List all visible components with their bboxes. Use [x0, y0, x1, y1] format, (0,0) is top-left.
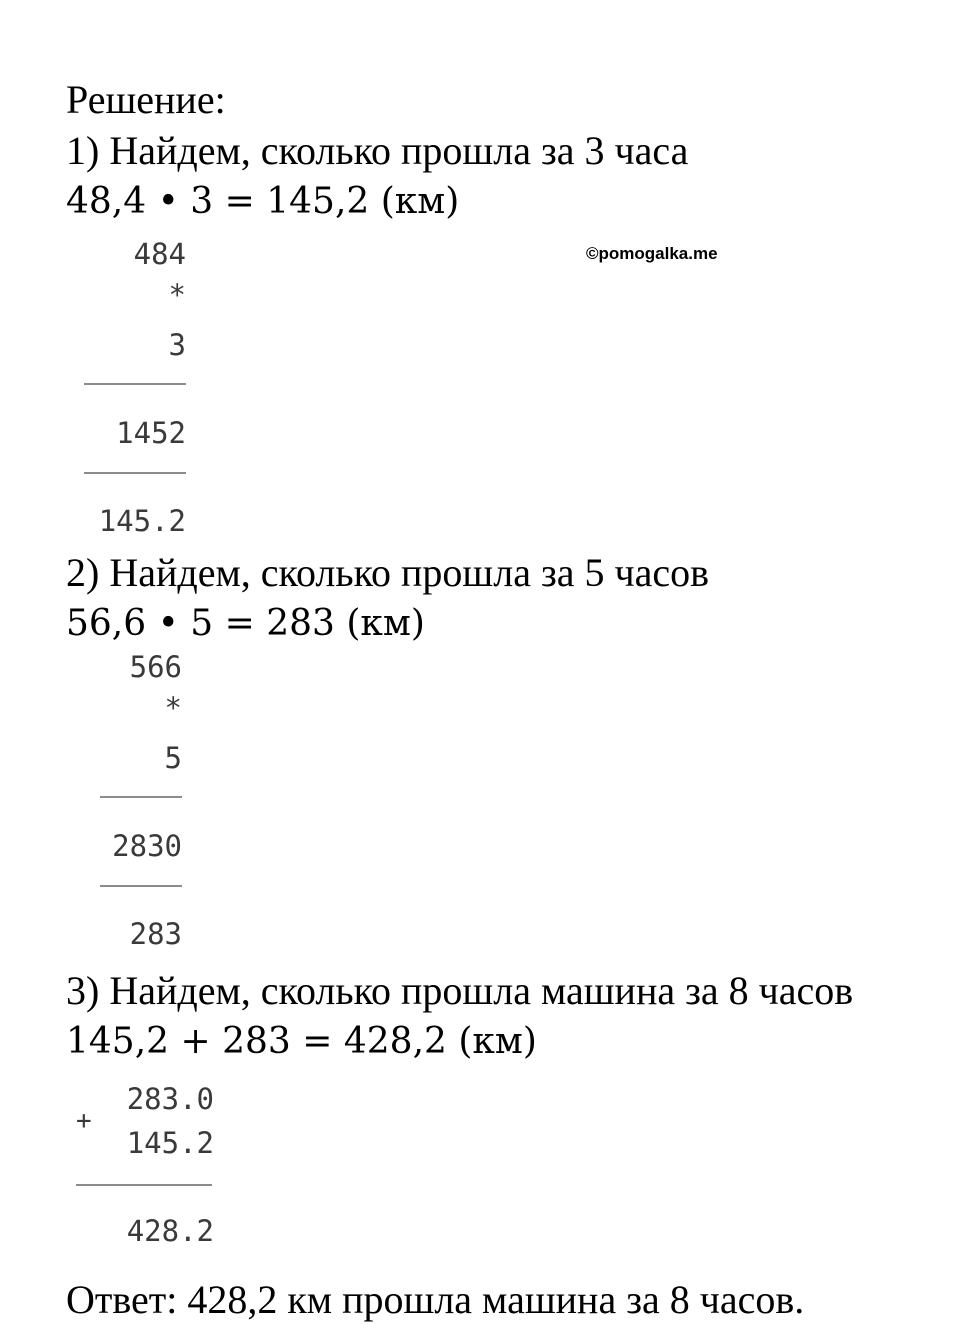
step-1-operator: *	[168, 278, 186, 312]
step-2-text: 2) Найдем, сколько прошла за 5 часов	[66, 550, 710, 595]
step-2-rule-2	[100, 885, 182, 887]
step-3-operand-2: 145.2	[126, 1126, 214, 1160]
step-3-operator: +	[76, 1106, 92, 1136]
step-1-text: 1) Найдем, сколько прошла за 3 часа	[66, 128, 689, 173]
step-1-rule-2	[84, 472, 186, 474]
step-1-rule-1	[84, 383, 186, 385]
step-2-rule-1	[100, 796, 182, 798]
answer-text: Ответ: 428,2 км прошла машина за 8 часов.	[66, 1277, 805, 1322]
watermark: ©pomogalka.me	[586, 244, 718, 263]
step-2-operand-1: 566	[129, 650, 182, 684]
step-1-result: 145.2	[98, 504, 186, 538]
step-1-operand-2: 3	[168, 328, 186, 362]
step-1-operand-1: 484	[133, 237, 186, 271]
step-2-expression: 56,6 • 5 = 283 (км)	[66, 603, 425, 644]
step-2-product: 2830	[112, 829, 182, 863]
solution-heading: Решение:	[66, 77, 226, 122]
step-3-text: 3) Найдем, сколько прошла машина за 8 часов	[66, 968, 854, 1013]
step-3-operand-1: 283.0	[126, 1082, 214, 1116]
step-3-expression: 145,2 + 283 = 428,2 (км)	[66, 1021, 537, 1062]
step-2-operand-2: 5	[164, 741, 182, 775]
step-1-product: 1452	[116, 416, 186, 450]
step-1-expression: 48,4 • 3 = 145,2 (км)	[66, 181, 460, 222]
step-3-rule	[76, 1184, 212, 1186]
step-2-result: 283	[129, 917, 182, 951]
step-2-operator: *	[164, 691, 182, 725]
step-3-result: 428.2	[126, 1214, 214, 1248]
